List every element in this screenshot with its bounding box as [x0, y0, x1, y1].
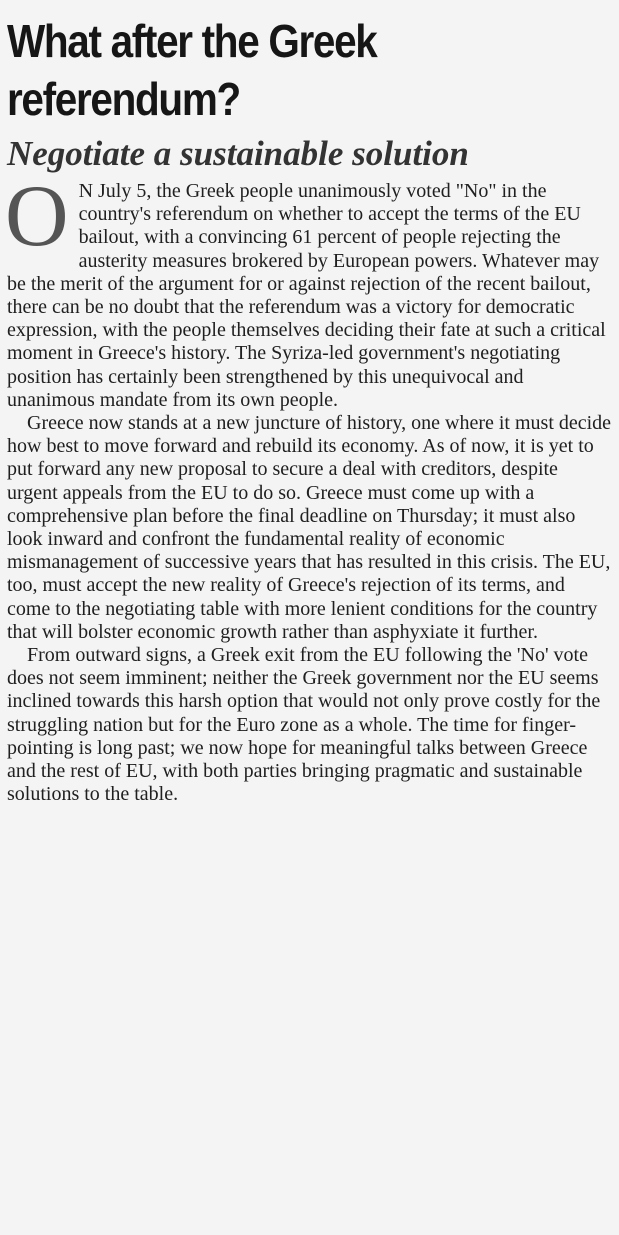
- paragraph-3: From outward signs, a Greek exit from the EU following the 'No' vote does not seem imminent; neither the Greek government nor the EU seems inclined towards this harsh option that would not only prove costly for the struggling nation but for the Euro zone as a whole. The time for finger-pointing is long past; we now hope for meaningful talks between Greece and the rest of EU, with both parties bringing pragmatic and sustainable solutions to the table.: [7, 644, 601, 806]
- editorial-article: [7, 4, 612, 806]
- paragraph-2: Greece now stands at a new juncture of history, one where it must decide how best to move forward and rebuild its economy. As of now, it is yet to put forward any new proposal to secure a deal with creditors, despite urgent appeals from the EU to do so. Greece must come up with a comprehensive plan before the final deadline on Thursday; it must also look inward and confront the fundamental reality of economic mismanagement of successive years that has resulted in this crisis. The EU, too, must accept the new reality of Greece's rejection of its terms, and come to the negotiating table with more lenient conditions for the country that will bolster economic growth rather than asphyxiate it further.: [7, 412, 612, 643]
- paragraph-1-text: N July 5, the Greek people unanimously voted "No" in the country's referendum on whether to accept the terms of the EU bailout, with a convincing 61 percent of people rejecting the austerity measures brokered by European powers. Whatever may be the merit of the argument for or against rejection of the recent bailout, there can be no doubt that the referendum was a victory for democratic expression, with the people themselves deciding their fate at such a critical moment in Greece's history. The Syriza-led government's negotiating position has certainly been strengthened by this unequivocal and unanimous mandate from its own people.: [7, 180, 606, 411]
- drop-cap: O: [5, 168, 69, 265]
- headline-line-2: referendum?: [7, 73, 240, 125]
- headline: [7, 12, 539, 128]
- headline-line-1: What after the Greek: [7, 15, 377, 67]
- paragraph-1: [5, 168, 612, 412]
- subheadline: Negotiate a sustainable solution: [7, 134, 469, 173]
- article-body: [5, 168, 612, 806]
